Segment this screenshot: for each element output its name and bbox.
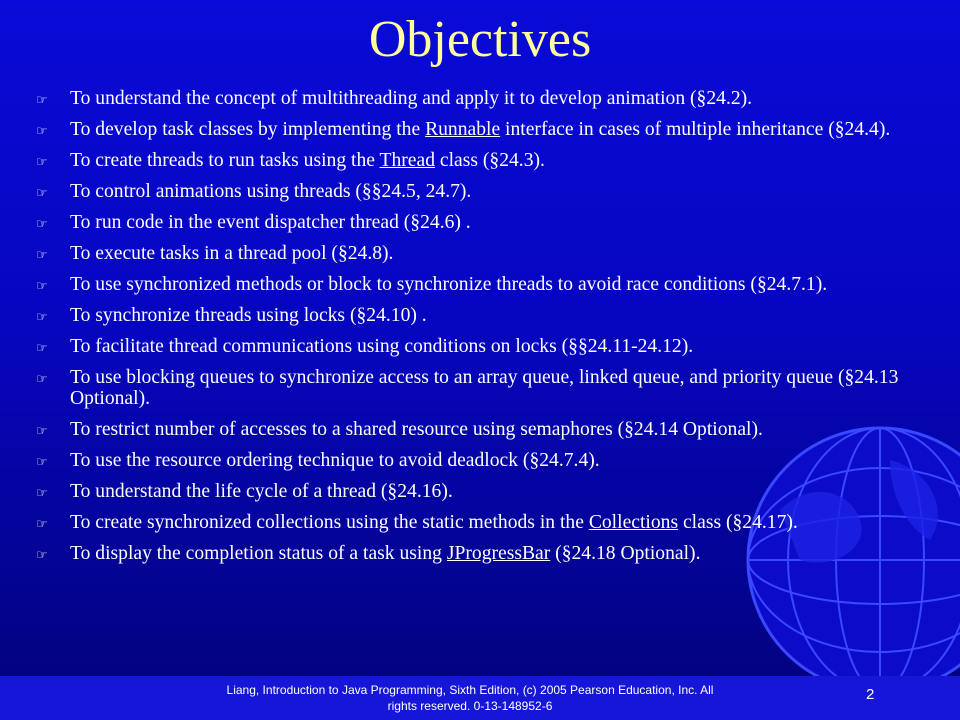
hand-pointer-icon: ☞ [36,248,48,263]
objective-item [34,481,934,502]
hand-pointer-icon: ☞ [36,372,48,387]
class-name-reference: Thread [379,150,435,171]
class-name-reference: Collections [588,512,679,533]
objective-text: To display the completion status of a task using [70,543,447,564]
objective-text: To restrict number of accesses to a shared resource using semaphores (§24.14 Optional). [70,419,763,440]
objective-text: To run code in the event dispatcher thread (§24.6) . [70,212,471,233]
footer-line-2: rights reserved. 0-13-148952-6 [387,699,553,713]
hand-pointer-icon: ☞ [36,155,48,170]
class-name-reference: JProgressBar [446,543,551,564]
objective-text: To understand the life cycle of a thread (§24.16). [70,481,453,502]
objective-item [34,450,934,471]
footer-line-1: Liang, Introduction to Java Programming, Sixth Edition, (c) 2005 Pearson Education, Inc. All [226,683,714,697]
hand-pointer-icon: ☞ [36,93,48,108]
hand-pointer-icon: ☞ [36,486,48,501]
objective-text: To develop task classes by implementing the [70,119,426,140]
objective-text: To execute tasks in a thread pool (§24.8). [70,243,394,264]
objective-item [34,181,934,202]
objective-text: To facilitate thread communications using conditions on locks (§§24.11-24.12). [70,336,694,357]
hand-pointer-icon: ☞ [36,517,48,532]
hand-pointer-icon: ☞ [36,548,48,563]
hand-pointer-icon: ☞ [36,424,48,439]
objective-item [34,212,934,233]
hand-pointer-icon: ☞ [36,310,48,325]
objective-item [34,367,934,409]
hand-pointer-icon: ☞ [36,279,48,294]
page-number: 2 [866,686,875,703]
hand-pointer-icon: ☞ [36,341,48,356]
footer-text [180,682,760,714]
objective-item [34,336,934,357]
objective-item [34,150,934,171]
objective-text: To use synchronized methods or block to synchronize threads to avoid race conditions (§24.7.1). [70,274,828,295]
objective-text: To create synchronized collections using the static methods in the [70,512,589,533]
class-name-reference: Runnable [425,119,501,140]
objective-item [34,88,934,109]
objective-item [34,243,934,264]
objectives-list [34,88,934,574]
objective-item [34,305,934,326]
objective-text: To synchronize threads using locks (§24.10) . [70,305,427,326]
objective-item [34,543,934,564]
objective-item [34,512,934,533]
objective-text: To use blocking queues to synchronize access to an array queue, linked queue, and priority queue (§24.13 Optional). [70,367,899,409]
objective-item [34,419,934,440]
objective-text: To understand the concept of multithreading and apply it to develop animation (§24.2). [70,88,753,109]
objective-text: class (§24.3). [435,150,545,171]
objective-text: interface in cases of multiple inheritance (§24.4). [500,119,891,140]
objective-text: To use the resource ordering technique to avoid deadlock (§24.7.4). [70,450,600,471]
objective-text: (§24.18 Optional). [550,543,701,564]
objective-text: class (§24.17). [678,512,798,533]
hand-pointer-icon: ☞ [36,455,48,470]
objective-item [34,274,934,295]
hand-pointer-icon: ☞ [36,217,48,232]
objective-text: To control animations using threads (§§24.5, 24.7). [70,181,472,202]
objective-text: To create threads to run tasks using the [70,150,380,171]
slide-title: Objectives [368,11,592,68]
hand-pointer-icon: ☞ [36,186,48,201]
objective-item [34,119,934,140]
hand-pointer-icon: ☞ [36,124,48,139]
